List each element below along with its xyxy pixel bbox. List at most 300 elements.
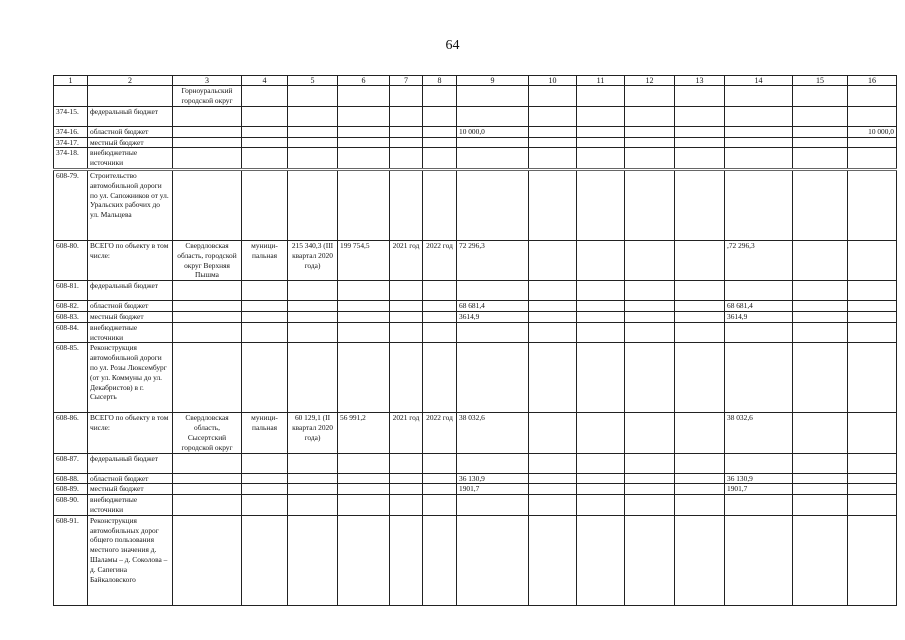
table-row [54, 281, 897, 301]
table-cell [338, 311, 390, 322]
column-header: 6 [338, 76, 390, 86]
table-cell [529, 240, 577, 280]
column-header: 1 [54, 76, 88, 86]
table-cell [390, 484, 423, 495]
table-cell: 38 032,6 [725, 413, 793, 453]
table-cell [423, 148, 457, 170]
table-cell [675, 148, 725, 170]
table-cell [242, 137, 288, 148]
table-cell [577, 473, 625, 484]
table-cell [793, 301, 848, 312]
table-cell [793, 86, 848, 107]
table-cell [338, 343, 390, 413]
table-cell [288, 473, 338, 484]
page-number: 64 [445, 38, 460, 53]
column-header: 13 [675, 76, 725, 86]
table-cell [577, 311, 625, 322]
table-cell: 374-15. [54, 106, 88, 126]
table-cell: муници-пальная [242, 413, 288, 453]
table-cell: 36 130,9 [457, 473, 529, 484]
table-cell [288, 453, 338, 473]
table-cell [625, 148, 675, 170]
table-cell: 68 681,4 [457, 301, 529, 312]
table-cell [288, 169, 338, 240]
table-cell [338, 148, 390, 170]
table-cell [242, 106, 288, 126]
table-cell [390, 311, 423, 322]
table-cell [338, 126, 390, 137]
table-cell [423, 86, 457, 107]
table-cell [529, 453, 577, 473]
table-cell: 72 296,3 [457, 240, 529, 280]
table-cell [390, 148, 423, 170]
table-cell [390, 343, 423, 413]
table-cell: 215 340,3 (III квартал 2020 года) [288, 240, 338, 280]
table-cell [390, 281, 423, 301]
table-cell [793, 453, 848, 473]
table-cell [793, 169, 848, 240]
table-cell [338, 484, 390, 495]
table-cell [338, 137, 390, 148]
table-row [54, 343, 897, 413]
table-cell: 36 130,9 [725, 473, 793, 484]
table-cell [173, 495, 242, 516]
table-cell [338, 86, 390, 107]
table-cell [848, 301, 897, 312]
table-cell [390, 301, 423, 312]
table-cell: местный бюджет [88, 311, 173, 322]
table-cell: внебюджетные источники [88, 322, 173, 343]
table-cell [173, 137, 242, 148]
table-cell [577, 106, 625, 126]
table-cell: 608-84. [54, 322, 88, 343]
table-cell [242, 301, 288, 312]
table-row [54, 148, 897, 170]
table-cell [625, 413, 675, 453]
table-cell [390, 322, 423, 343]
table-cell [848, 148, 897, 170]
table-row [54, 322, 897, 343]
table-cell: 608-81. [54, 281, 88, 301]
table-cell: 608-90. [54, 495, 88, 516]
table-cell [793, 311, 848, 322]
table-cell [529, 515, 577, 605]
table-cell: 68 681,4 [725, 301, 793, 312]
table-cell [625, 169, 675, 240]
table-cell [725, 86, 793, 107]
budget-table [53, 75, 897, 606]
table-cell [288, 515, 338, 605]
table-cell [625, 86, 675, 107]
table-cell [625, 515, 675, 605]
table-row [54, 126, 897, 137]
table-cell [338, 106, 390, 126]
table-cell [577, 281, 625, 301]
table-cell: 3614,9 [725, 311, 793, 322]
table-cell [793, 515, 848, 605]
table-cell [625, 322, 675, 343]
table-cell: 608-80. [54, 240, 88, 280]
table-cell [242, 169, 288, 240]
table-cell: 608-89. [54, 484, 88, 495]
table-cell [577, 86, 625, 107]
column-header: 5 [288, 76, 338, 86]
table-cell: Свердловская область, городской округ Верхняя Пышма [173, 240, 242, 280]
table-cell [242, 515, 288, 605]
table-cell: 2021 год [390, 240, 423, 280]
table-cell [242, 311, 288, 322]
table-cell [338, 169, 390, 240]
table-cell [173, 169, 242, 240]
table-cell [675, 169, 725, 240]
table-cell [529, 137, 577, 148]
table-cell [725, 169, 793, 240]
table-cell: 3614,9 [457, 311, 529, 322]
table-cell [675, 484, 725, 495]
table-cell [577, 495, 625, 516]
table-cell [173, 106, 242, 126]
table-cell [423, 281, 457, 301]
table-cell [793, 495, 848, 516]
table-cell [848, 413, 897, 453]
table-cell: 2021 год [390, 413, 423, 453]
table-row [54, 169, 897, 240]
table-cell [242, 343, 288, 413]
table-cell [242, 126, 288, 137]
table-cell [675, 311, 725, 322]
table-cell [423, 484, 457, 495]
table-row [54, 311, 897, 322]
table-cell: 608-87. [54, 453, 88, 473]
table-cell: ,72 296,3 [725, 240, 793, 280]
table-cell [529, 281, 577, 301]
table-cell [577, 343, 625, 413]
table-cell [173, 453, 242, 473]
table-cell [529, 148, 577, 170]
table-cell [338, 281, 390, 301]
table-cell [338, 495, 390, 516]
column-header: 14 [725, 76, 793, 86]
table-cell [423, 169, 457, 240]
table-cell [848, 169, 897, 240]
table-cell [457, 515, 529, 605]
table-cell [625, 311, 675, 322]
table-cell [173, 281, 242, 301]
table-cell [577, 137, 625, 148]
table-cell [423, 473, 457, 484]
table-cell: 608-85. [54, 343, 88, 413]
table-cell [338, 515, 390, 605]
table-cell [457, 137, 529, 148]
table-cell [675, 495, 725, 516]
table-cell [793, 126, 848, 137]
table-cell [288, 301, 338, 312]
table-cell: местный бюджет [88, 484, 173, 495]
table-cell [675, 343, 725, 413]
table-cell [457, 169, 529, 240]
table-row [54, 515, 897, 605]
table-cell [457, 495, 529, 516]
table-cell [288, 281, 338, 301]
table-cell [288, 484, 338, 495]
table-cell [457, 343, 529, 413]
column-header: 4 [242, 76, 288, 86]
table-cell: внебюджетные источники [88, 495, 173, 516]
table-cell [173, 473, 242, 484]
table-cell [423, 106, 457, 126]
table-cell [173, 484, 242, 495]
table-cell [848, 473, 897, 484]
table-cell [88, 86, 173, 107]
table-cell [675, 86, 725, 107]
table-cell [288, 137, 338, 148]
table-cell [173, 301, 242, 312]
table-row [54, 413, 897, 453]
table-row [54, 86, 897, 107]
table-cell [577, 240, 625, 280]
table-cell [288, 495, 338, 516]
table-cell [529, 106, 577, 126]
table-cell: 1901,7 [725, 484, 793, 495]
table-cell [529, 473, 577, 484]
table-cell [423, 126, 457, 137]
table-cell: 60 129,1 (II квартал 2020 года) [288, 413, 338, 453]
table-cell [423, 343, 457, 413]
table-cell [529, 86, 577, 107]
table-cell [173, 311, 242, 322]
table-cell: 10 000,0 [848, 126, 897, 137]
table-cell [529, 322, 577, 343]
table-cell [423, 453, 457, 473]
table-cell [848, 515, 897, 605]
table-cell [793, 281, 848, 301]
table-cell [675, 126, 725, 137]
table-cell [625, 495, 675, 516]
table-cell [725, 343, 793, 413]
table-cell [242, 495, 288, 516]
table-cell [725, 322, 793, 343]
table-cell [423, 301, 457, 312]
table-cell [675, 137, 725, 148]
table-cell [242, 473, 288, 484]
table-cell [288, 311, 338, 322]
table-cell [793, 322, 848, 343]
table-header-row [54, 76, 897, 86]
table-cell [242, 86, 288, 107]
table-cell [338, 473, 390, 484]
column-header: 10 [529, 76, 577, 86]
table-cell: 56 991,2 [338, 413, 390, 453]
table-cell: 374-17. [54, 137, 88, 148]
table-cell [423, 137, 457, 148]
column-header: 2 [88, 76, 173, 86]
table-cell: 2022 год [423, 240, 457, 280]
table-cell [529, 343, 577, 413]
table-cell [288, 343, 338, 413]
table-cell [848, 322, 897, 343]
table-cell [338, 453, 390, 473]
table-cell [577, 301, 625, 312]
table-cell: Реконструкция автомобильных дорог общего пользования местного значения д. Шаламы – д. Соколова – д. Сапегина Байкаловского [88, 515, 173, 605]
table-cell: внебюджетные источники [88, 148, 173, 170]
table-cell [423, 495, 457, 516]
table-cell [288, 148, 338, 170]
table-cell [625, 126, 675, 137]
table-cell: Свердловская область, Сысертский городской округ [173, 413, 242, 453]
table-cell [242, 281, 288, 301]
table-row [54, 137, 897, 148]
table-cell [793, 137, 848, 148]
table-cell [173, 515, 242, 605]
table-row [54, 301, 897, 312]
table-cell [173, 126, 242, 137]
table-cell [725, 137, 793, 148]
table-cell [725, 495, 793, 516]
table-cell [725, 453, 793, 473]
table-cell [725, 281, 793, 301]
table-cell: федеральный бюджет [88, 281, 173, 301]
table-row [54, 240, 897, 280]
table-cell [242, 322, 288, 343]
table-cell [725, 126, 793, 137]
table-cell [848, 281, 897, 301]
table-cell [529, 301, 577, 312]
table-cell: федеральный бюджет [88, 106, 173, 126]
column-header: 11 [577, 76, 625, 86]
table-cell [288, 126, 338, 137]
table-cell [390, 137, 423, 148]
table-cell [848, 137, 897, 148]
table-cell: 608-88. [54, 473, 88, 484]
table-cell [625, 343, 675, 413]
table-cell [625, 106, 675, 126]
table-cell [529, 169, 577, 240]
table-cell [675, 322, 725, 343]
table-cell [793, 240, 848, 280]
table-cell [577, 484, 625, 495]
table-cell: 38 032,6 [457, 413, 529, 453]
table-row [54, 473, 897, 484]
table-cell: областной бюджет [88, 301, 173, 312]
column-header: 15 [793, 76, 848, 86]
table-cell [173, 343, 242, 413]
table-cell [577, 169, 625, 240]
table-cell: Строительство автомобильной дороги по ул. Сапожников от ул. Уральских рабочих до ул. Мальцева [88, 169, 173, 240]
table-cell [529, 413, 577, 453]
table-cell [625, 453, 675, 473]
table-cell [793, 473, 848, 484]
table-cell [848, 240, 897, 280]
table-cell [675, 281, 725, 301]
table-cell: 1901,7 [457, 484, 529, 495]
table-cell: 2022 год [423, 413, 457, 453]
table-cell: 10 000,0 [457, 126, 529, 137]
table-cell [625, 484, 675, 495]
table-cell: Реконструкция автомобильной дороги по ул. Розы Люксембург (от ул. Коммуны до ул. Декабристов) в г. Сысерть [88, 343, 173, 413]
table-cell [390, 126, 423, 137]
table-row [54, 495, 897, 516]
table-cell: ВСЕГО по объекту в том числе: [88, 413, 173, 453]
table-cell [242, 453, 288, 473]
table-cell [793, 343, 848, 413]
table-cell [423, 322, 457, 343]
table-cell [54, 86, 88, 107]
table-cell [848, 106, 897, 126]
table-cell [423, 515, 457, 605]
table-cell [457, 106, 529, 126]
table-cell [625, 137, 675, 148]
table-cell [242, 484, 288, 495]
table-cell [625, 301, 675, 312]
table-cell [848, 453, 897, 473]
table-cell [390, 86, 423, 107]
table-cell [173, 148, 242, 170]
table-cell: 374-18. [54, 148, 88, 170]
table-cell [577, 322, 625, 343]
table-cell [457, 322, 529, 343]
table-cell [577, 413, 625, 453]
table-cell [675, 515, 725, 605]
table-cell [625, 473, 675, 484]
table-row [54, 484, 897, 495]
table-cell: 608-79. [54, 169, 88, 240]
table-cell: федеральный бюджет [88, 453, 173, 473]
table-cell [338, 322, 390, 343]
table-cell [848, 495, 897, 516]
table-cell [725, 106, 793, 126]
table-cell [725, 148, 793, 170]
table-cell [288, 106, 338, 126]
table-cell [173, 322, 242, 343]
table-cell [529, 311, 577, 322]
table-cell [675, 453, 725, 473]
table-cell: 608-86. [54, 413, 88, 453]
table-cell [288, 86, 338, 107]
column-header: 16 [848, 76, 897, 86]
table-body [54, 76, 897, 606]
table-cell [577, 148, 625, 170]
column-header: 12 [625, 76, 675, 86]
table-cell [848, 311, 897, 322]
table-cell [793, 413, 848, 453]
table-cell [793, 148, 848, 170]
table-cell [793, 106, 848, 126]
table-cell: 608-82. [54, 301, 88, 312]
table-cell [848, 86, 897, 107]
table-cell [675, 473, 725, 484]
table-cell: Горноуральский городской округ [173, 86, 242, 107]
column-header: 3 [173, 76, 242, 86]
table-cell: местный бюджет [88, 137, 173, 148]
table-row [54, 453, 897, 473]
table-cell: 608-91. [54, 515, 88, 605]
table-cell [457, 148, 529, 170]
table-cell [457, 453, 529, 473]
table-cell [288, 322, 338, 343]
table-cell [675, 106, 725, 126]
column-header: 9 [457, 76, 529, 86]
table-cell [390, 473, 423, 484]
table-cell: 374-16. [54, 126, 88, 137]
table-cell [625, 240, 675, 280]
table-cell [675, 301, 725, 312]
table-cell [577, 453, 625, 473]
table-cell: 199 754,5 [338, 240, 390, 280]
table-cell [625, 281, 675, 301]
table-cell [457, 86, 529, 107]
table-cell [529, 126, 577, 137]
table-cell [675, 413, 725, 453]
